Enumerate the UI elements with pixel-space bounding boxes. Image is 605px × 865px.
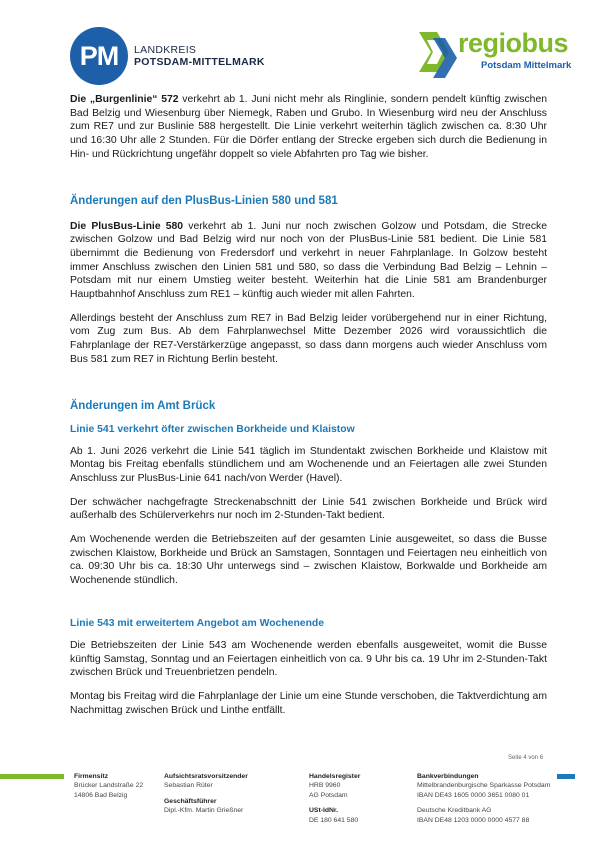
footer-bank xyxy=(417,772,550,825)
letter-body xyxy=(70,93,547,717)
footer-register xyxy=(309,772,360,825)
plusbus-580-bold: Die PlusBus-Linie 580 xyxy=(70,220,184,232)
bank1-name: Mittelbrandenburgische Sparkasse Potsdam xyxy=(417,782,551,790)
paragraph-re7-anschluss: Allerdings besteht der Anschluss zum RE7 in Bad Belzig leider vorübergehend nur in einer Richtung, vom Zug zum Bus. Ab dem Fahrplanwechsel Mitte Dezember 2026 wird voraussichtlich die Fahrplanlage der RE7-Verstärkerzüge angepasst, so dass dann morgens auch wieder Anschluss vom Bus 581 zum RE7 in Richtung Berlin besteht. xyxy=(70,312,547,365)
paragraph-541-abschnitt: Der schwächer nachgefragte Streckenabschnitt der Linie 541 zwischen Borkheide und Brück wird außerhalb des Schülerverkehrs nur noch im 2-Stunden-Takt bedient. xyxy=(70,496,547,522)
burgenlinie-bold: Die „Burgenlinie“ 572 xyxy=(70,94,179,105)
regiobus-mark-icon xyxy=(415,30,459,82)
firmensitz-street: Brücker Landstraße 22 xyxy=(74,782,144,790)
bank1-iban: IBAN DE43 1605 0000 3651 0080 01 xyxy=(417,791,530,799)
gf-name: Dipl.-Kfm. Martin Grießner xyxy=(164,807,244,815)
footer-firmensitz xyxy=(74,772,143,800)
handels-court: AG Potsdam xyxy=(309,791,348,799)
paragraph-541-takt: Ab 1. Juni 2026 verkehrt die Linie 541 täglich im Stundentakt zwischen Borkheide und Klaistow mit Montag bis Freitag ebenfalls stündlichem und am Wochenende und an Feiertagen alle zwei Stunden Anschluss zur PlusBus-Linie 641 nach/von Werder (Havel). xyxy=(70,445,547,484)
regiobus-logo xyxy=(415,30,575,82)
firmensitz-city: 14806 Bad Belzig xyxy=(74,791,128,799)
footer-blue-bar xyxy=(557,774,575,779)
pm-logo-circle: PM xyxy=(70,27,128,85)
paragraph-541-wochenende: Am Wochenende werden die Betriebszeiten auf der gesamten Linie ausgeweitet, so dass die Busse zwischen Klaistow, Borkheide und Brück an Samstagen, Sonntagen und Feiertagen neu einheitlich von ca. 09:30 Uhr bis ca. 18:30 Uhr unterwegs sind – zwischen Klaistow, Borkwalde und Borkheide am Wochenende stündlich. xyxy=(70,534,547,587)
burgenlinie-text: verkehrt ab 1. Juni nicht mehr als Ringlinie, sondern pendelt künftig zwischen Bad Belzig und Wiesenburg über Niemegk, Raben und Grubo. In Wiesenburg wird neu der Anschluss zum RE7 und zur Buslinie 588 hergestellt. Die Linie verkehrt weiterhin täglich zwischen ca. 8:30 Uhr und 16:30 Uhr alle 2 Stunden. Für die Dörfer entlang der Strecke ergeben sich durch die Bedienung in Hin- und Rückrichtung ungefähr doppelt so viele Abfahrten pro Tag wie bisher. xyxy=(70,94,548,160)
firmensitz-label: Firmensitz xyxy=(74,773,108,780)
letterhead xyxy=(0,0,605,92)
regiobus-subtitle: Potsdam Mittelmark xyxy=(481,60,572,71)
footer-green-bar xyxy=(0,774,64,779)
paragraph-plusbus-580 xyxy=(70,220,547,302)
handels-number: HRB 9960 xyxy=(309,782,341,790)
bank2-iban: IBAN DE48 1203 0000 0000 4577 88 xyxy=(417,816,530,824)
subheading-linie-543: Linie 543 mit erweitertem Angebot am Wochenende xyxy=(70,617,325,629)
aufsicht-label: Aufsichtsratsvorsitzender xyxy=(164,773,248,780)
letter-footer xyxy=(0,748,605,865)
landkreis-line2: POTSDAM-MITTELMARK xyxy=(134,56,265,68)
regiobus-wordmark: regiobus xyxy=(458,28,569,58)
heading-plusbus: Änderungen auf den PlusBus-Linien 580 und 581 xyxy=(70,194,338,207)
aufsicht-name: Sebastian Rüter xyxy=(164,782,213,790)
gf-label: Geschäftsführer xyxy=(164,797,217,805)
ust-value: DE 180 641 580 xyxy=(309,816,359,824)
paragraph-543-werktag: Montag bis Freitag wird die Fahrplanlage der Linie um eine Stunde verschoben, die Taktverdichtung am Nachmittag zwischen Brück und Linthe entfällt. xyxy=(70,690,547,716)
paragraph-543-wochenende: Die Betriebszeiten der Linie 543 am Wochenende werden ebenfalls ausgeweitet, womit die Busse künftig Samstag, Sonntag und an Feiertagen einheitlich von ca. 9 Uhr bis ca. 19 Uhr im 2-Stunden-Takt zwischen Brück und Treuenbrietzen pendeln. xyxy=(70,639,547,679)
heading-amt-brueck: Änderungen im Amt Brück xyxy=(70,399,216,412)
bank2-name: Deutsche Kreditbank AG xyxy=(417,807,492,815)
bank-label: Bankverbindungen xyxy=(417,773,479,780)
paragraph-burgenlinie xyxy=(70,93,547,162)
plusbus-580-text: verkehrt ab 1. Juni nur noch zwischen Golzow und Potsdam, die Strecke zwischen Golzow und Bad Belzig wird nur noch von der PlusBus-Linie 581 bedient. Die Linie 581 übernimmt die Bedienung von Fredersdorf und verkehrt in neuer Fahrplanlage. In Golzow besteht immer Anschluss zwischen den Linien 581 und 580, so dass die Verbindung Bad Belzig – Lehnin – Potsdam mit nur einem Umstieg weiter besteht. Weiterhin hat die Linie 581 am Brandenburger Hauptbahnhof Anschluss zum RE1 – künftig auch wieder mit allen Fahrten. xyxy=(70,220,547,301)
handels-label: Handelsregister xyxy=(309,773,361,780)
page-number: Seite 4 von 6 xyxy=(508,755,544,761)
subheading-linie-541: Linie 541 verkehrt öfter zwischen Borkheide und Klaistow xyxy=(70,423,355,435)
footer-management xyxy=(164,772,248,816)
landkreis-line1: LANDKREIS xyxy=(134,44,197,56)
landkreis-wordmark xyxy=(134,44,265,68)
ust-label: USt-IdNr. xyxy=(309,807,339,815)
